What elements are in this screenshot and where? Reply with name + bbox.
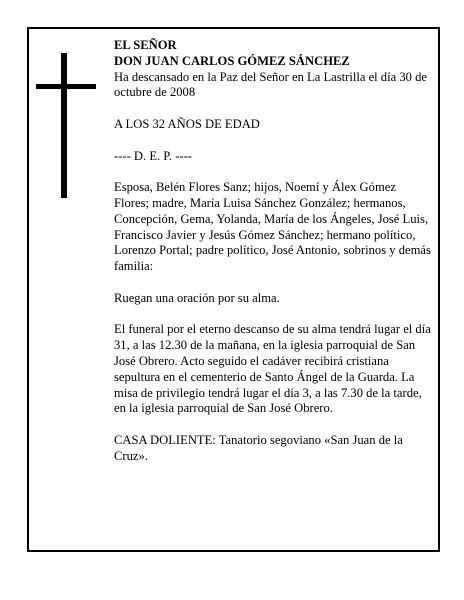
cross-horizontal-bar — [36, 84, 96, 89]
spacer — [114, 101, 432, 117]
latin-cross-icon — [36, 53, 96, 198]
prayer-line: Ruegan una oración por su alma. — [114, 290, 280, 305]
spacer — [114, 275, 432, 291]
family-paragraph: Esposa, Belén Flores Sanz; hijos, Noemí y Álex Gómez Flores; madre, María Luisa Sánchez González; hermanos, Concepción, Gema, Yolanda, María de los Ángeles, José Luis, Francisco Javier y Jesús Gómez Sánchez; hermano político, Lorenzo Portal; padre político, José Antonio, sobrinos y demás familia: — [114, 180, 431, 274]
spacer — [114, 417, 432, 433]
rest-paragraph: Ha descansado en la Paz del Señor en La Lastrilla el día 30 de octubre de 2008 — [114, 69, 427, 100]
obituary-text — [114, 38, 432, 465]
cross-vertical-bar — [61, 53, 67, 198]
house-paragraph: CASA DOLIENTE: Tanatorio segoviano «San Juan de la Cruz». — [114, 432, 403, 463]
funeral-paragraph: El funeral por el eterno descanso de su alma tendrá lugar el día 31, a las 12.30 de la mañana, en la iglesia parroquial de San José Obrero. Acto seguido el cadáver recibirá cristiana sepultura en el cementerio de Santo Ángel de la Guarda. La misa de privilegio tendrá lugar el día 3, a las 7.30 de la tarde, en la iglesia parroquial de San José Obrero. — [114, 322, 431, 416]
dep-line: ---- D. E. P. ---- — [114, 148, 192, 163]
spacer — [114, 164, 432, 180]
title-line: EL SEÑOR — [114, 38, 177, 52]
age-line: A LOS 32 AÑOS DE EDAD — [114, 116, 260, 131]
spacer — [114, 307, 432, 323]
spacer — [114, 133, 432, 149]
deceased-name: DON JUAN CARLOS GÓMEZ SÁNCHEZ — [114, 53, 350, 68]
